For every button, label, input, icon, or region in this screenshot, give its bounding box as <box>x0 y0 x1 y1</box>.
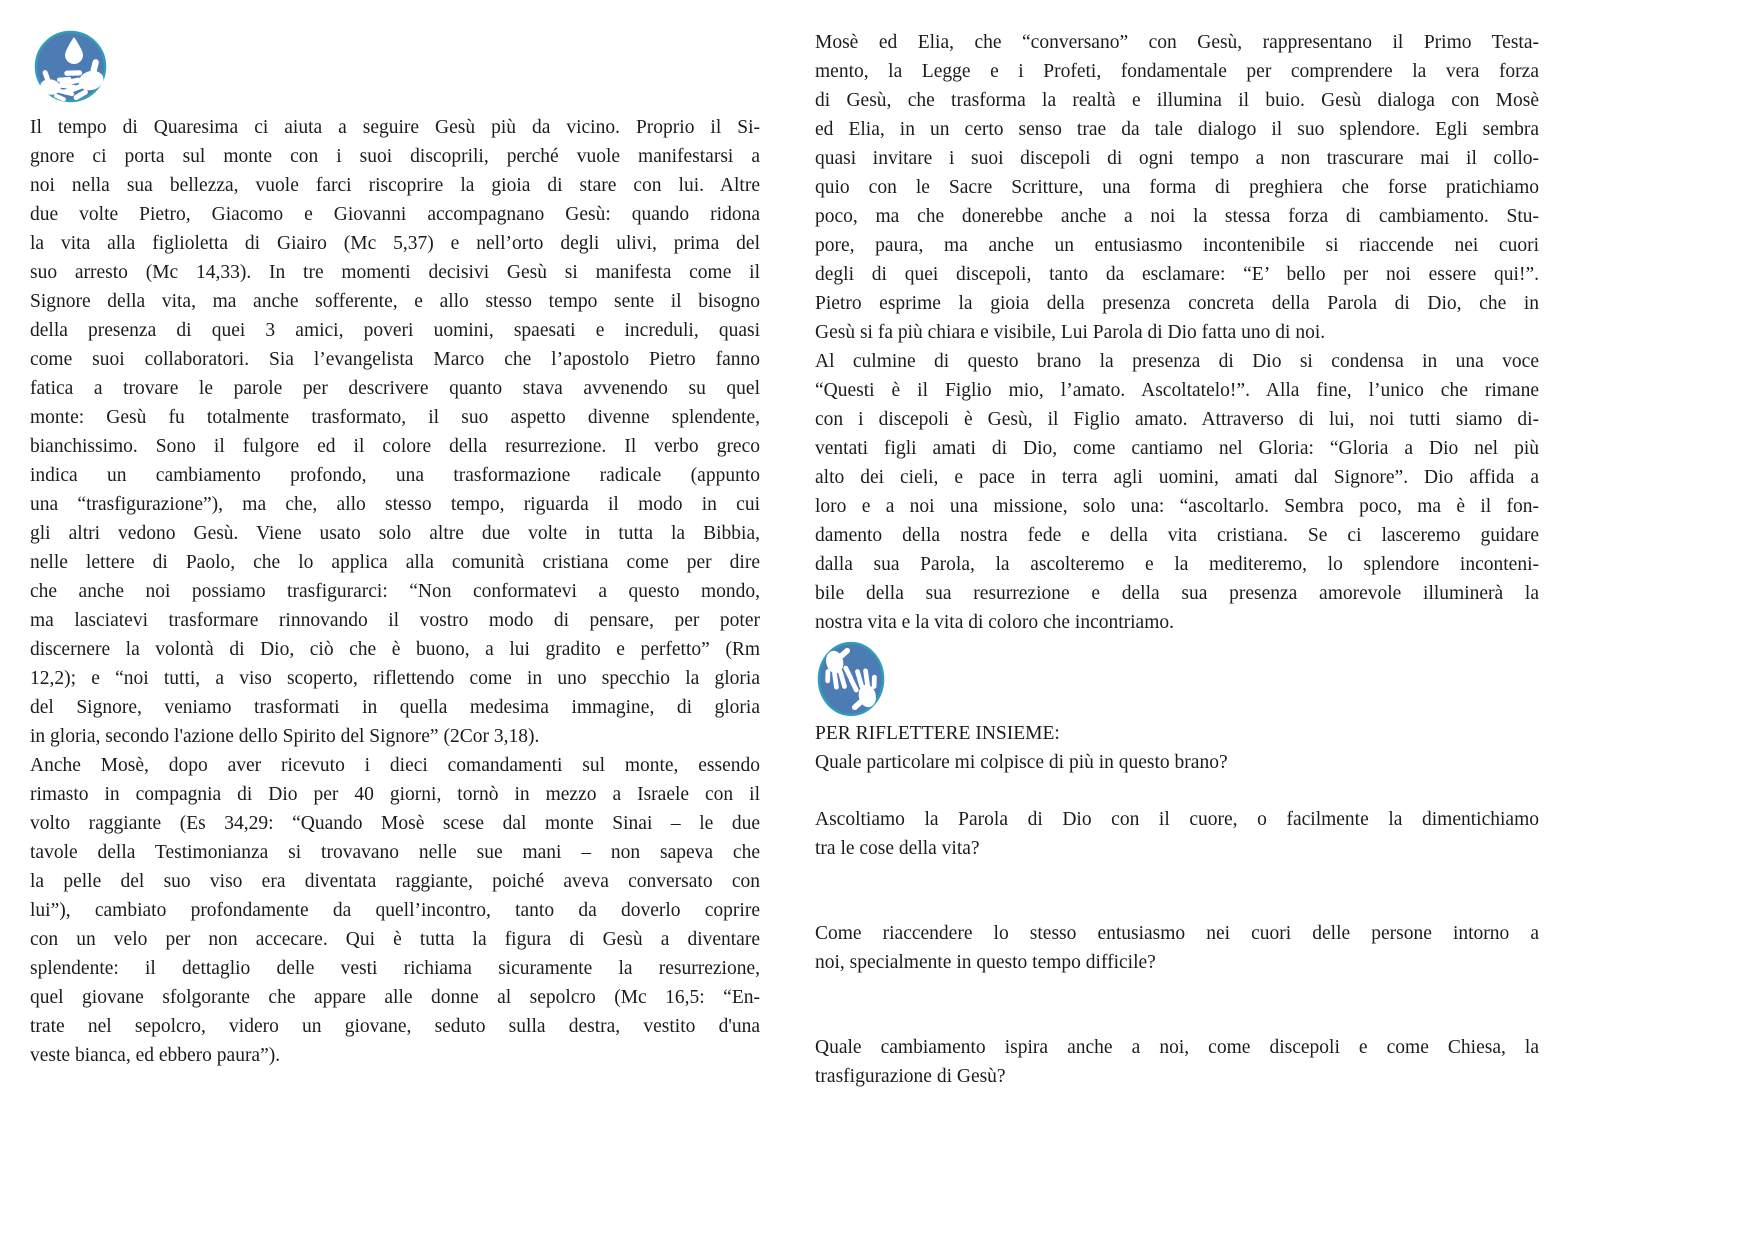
text-line: Come riaccendere lo stesso entusiasmo nei cuori delle persone intorno a <box>815 923 1539 944</box>
left-column <box>30 28 760 1070</box>
text-line: noi, specialmente in questo tempo difficile? <box>815 952 1156 973</box>
text-line: noi nella sua bellezza, vuole farci riscoprire la gioia di stare con lui. Altre <box>30 175 760 196</box>
text-line: Pietro esprime la gioia della presenza concreta della Parola di Dio, che in <box>815 293 1539 314</box>
text-line: della presenza di quei 3 amici, poveri uomini, spaesati e increduli, quasi <box>30 320 760 341</box>
text-line: con i discepoli è Gesù, il Figlio amato. Attraverso di lui, noi tutti siamo di- <box>815 409 1539 430</box>
text-line: discernere la volontà di Dio, ciò che è buono, a lui gradito e perfetto” (Rm <box>30 639 760 660</box>
text-line: Signore della vita, ma anche sofferente, e allo stesso tempo sente il bisogno <box>30 291 760 312</box>
text-line: una “trasfigurazione”), ma che, allo stesso tempo, riguarda il modo in cui <box>30 494 760 515</box>
text-line: Al culmine di questo brano la presenza di Dio si condensa in una voce <box>815 351 1539 372</box>
text-line: mento, la Legge e i Profeti, fondamentale per comprendere la vera forza <box>815 61 1539 82</box>
text-line: quasi invitare i suoi discepoli di ogni tempo a non trascurare mai il collo- <box>815 148 1539 169</box>
hands-water-drop-icon <box>34 30 760 103</box>
text-line: ed Elia, in un certo senso trae da tale dialogo il suo splendore. Egli sembra <box>815 119 1539 140</box>
text-line: come suoi collaboratori. Sia l’evangelista Marco che l’apostolo Pietro fanno <box>30 349 760 370</box>
text-line: degli di quei discepoli, tanto da esclamare: “E’ bello per noi essere qui!”. <box>815 264 1539 285</box>
text-line: quio con le Sacre Scritture, una forma di preghiera che forse pratichiamo <box>815 177 1539 198</box>
right-paragraph <box>815 28 1539 637</box>
text-line: rimasto in compagnia di Dio per 40 giorni, tornò in mezzo a Israele con il <box>30 784 760 805</box>
text-line: in gloria, secondo l'azione dello Spirito del Signore” (2Cor 3,18). <box>30 726 540 747</box>
text-line: Gesù si fa più chiara e visibile, Lui Parola di Dio fatta uno di noi. <box>815 322 1326 343</box>
left-paragraph <box>30 113 760 1070</box>
text-line: la pelle del suo viso era diventata raggiante, poiché aveva conversato con <box>30 871 760 892</box>
text-line: 12,2); e “noi tutti, a viso scoperto, riflettendo come in uno specchio la gloria <box>30 668 760 689</box>
text-line: veste bianca, ed ebbero paura”). <box>30 1045 281 1066</box>
right-column <box>815 28 1539 1091</box>
text-line: di Gesù, che trasforma la realtà e illumina il buio. Gesù dialoga con Mosè <box>815 90 1539 111</box>
text-line: del Signore, veniamo trasformati in quella medesima immagine, di gloria <box>30 697 760 718</box>
text-line: lui”), cambiato profondamente da quell’incontro, tanto da doverlo coprire <box>30 900 760 921</box>
text-line: tavole della Testimonianza si trovavano nelle sue mani – non sapeva che <box>30 842 760 863</box>
text-line: nostra vita e la vita di coloro che incontriamo. <box>815 612 1175 633</box>
text-line: bianchissimo. Sono il fulgore ed il colore della resurrezione. Il verbo greco <box>30 436 760 457</box>
text-line: “Questi è il Figlio mio, l’amato. Ascoltatelo!”. Alla fine, l’unico che rimane <box>815 380 1539 401</box>
text-line: tra le cose della vita? <box>815 838 980 859</box>
text-line: la vita alla figlioletta di Giairo (Mc 5,37) e nell’orto degli ulivi, prima del <box>30 233 760 254</box>
text-line: poco, ma che donerebbe anche a noi la stessa forza di cambiamento. Stu- <box>815 206 1539 227</box>
reflection-question <box>815 919 1539 977</box>
text-line: gnore ci porta sul monte con i suoi discoprili, perché vuole manifestarsi a <box>30 146 760 167</box>
text-line: volto raggiante (Es 34,29: “Quando Mosè scese dal monte Sinai – le due <box>30 813 760 834</box>
text-line: Ascoltiamo la Parola di Dio con il cuore, o facilmente la dimentichiamo <box>815 809 1539 830</box>
text-line: che anche noi possiamo trasfigurarci: “Non conformatevi a questo mondo, <box>30 581 760 602</box>
text-line: Quale cambiamento ispira anche a noi, come discepoli e come Chiesa, la <box>815 1037 1539 1058</box>
text-line: trasfigurazione di Gesù? <box>815 1066 1006 1087</box>
reflection-title: PER RIFLETTERE INSIEME: <box>815 723 1060 744</box>
text-line: loro e a noi una missione, solo una: “ascoltarlo. Sembra poco, ma è il fon- <box>815 496 1539 517</box>
text-line: damento della nostra fede e della vita cristiana. Se ci lasceremo guidare <box>815 525 1539 546</box>
text-line: suo arresto (Mc 14,33). In tre momenti decisivi Gesù si manifesta come il <box>30 262 760 283</box>
text-line: quel giovane sfolgorante che appare alle donne al sepolcro (Mc 16,5: “En- <box>30 987 760 1008</box>
text-line: Anche Mosè, dopo aver ricevuto i dieci comandamenti sul monte, essendo <box>30 755 760 776</box>
reflection-question <box>815 1033 1539 1091</box>
text-line: pore, paura, ma anche un entusiasmo incontenibile si riaccende nei cuori <box>815 235 1539 256</box>
text-line: alto dei cieli, e pace in terra agli uomini, amati dal Signore”. Dio affida a <box>815 467 1539 488</box>
reflection-section <box>815 719 1539 1091</box>
text-line: ma lasciatevi trasformare rinnovando il vostro modo di pensare, per poter <box>30 610 760 631</box>
text-line: monte: Gesù fu totalmente trasformato, il suo aspetto divenne splendente, <box>30 407 760 428</box>
text-line: nelle lettere di Paolo, che lo applica alla comunità cristiana come per dire <box>30 552 760 573</box>
text-line: dalla sua Parola, la ascolteremo e la mediteremo, lo splendore inconteni- <box>815 554 1539 575</box>
text-line: bile della sua resurrezione e della sua presenza amorevole illuminerà la <box>815 583 1539 604</box>
text-line: splendente: il dettaglio delle vesti richiama sicuramente la resurrezione, <box>30 958 760 979</box>
reaching-hands-icon <box>817 641 1539 717</box>
text-line: Il tempo di Quaresima ci aiuta a seguire Gesù più da vicino. Proprio il Si- <box>30 117 760 138</box>
reflection-question <box>815 805 1539 863</box>
text-line: indica un cambiamento profondo, una trasformazione radicale (appunto <box>30 465 760 486</box>
reflection-questions <box>815 748 1539 1091</box>
text-line: ventati figli amati di Dio, come cantiamo nel Gloria: “Gloria a Dio nel più <box>815 438 1539 459</box>
text-line: due volte Pietro, Giacomo e Giovanni accompagnano Gesù: quando ridona <box>30 204 760 225</box>
text-line: Quale particolare mi colpisce di più in questo brano? <box>815 752 1228 773</box>
text-line: gli altri vedono Gesù. Viene usato solo altre due volte in tutta la Bibbia, <box>30 523 760 544</box>
text-line: trate nel sepolcro, videro un giovane, seduto sulla destra, vestito d'una <box>30 1016 760 1037</box>
text-line: con un velo per non accecare. Qui è tutta la figura di Gesù a diventare <box>30 929 760 950</box>
text-line: fatica a trovare le parole per descrivere quanto stava avvenendo su quel <box>30 378 760 399</box>
reflection-question <box>815 748 1539 777</box>
text-line: Mosè ed Elia, che “conversano” con Gesù, rappresentano il Primo Testa- <box>815 32 1539 53</box>
